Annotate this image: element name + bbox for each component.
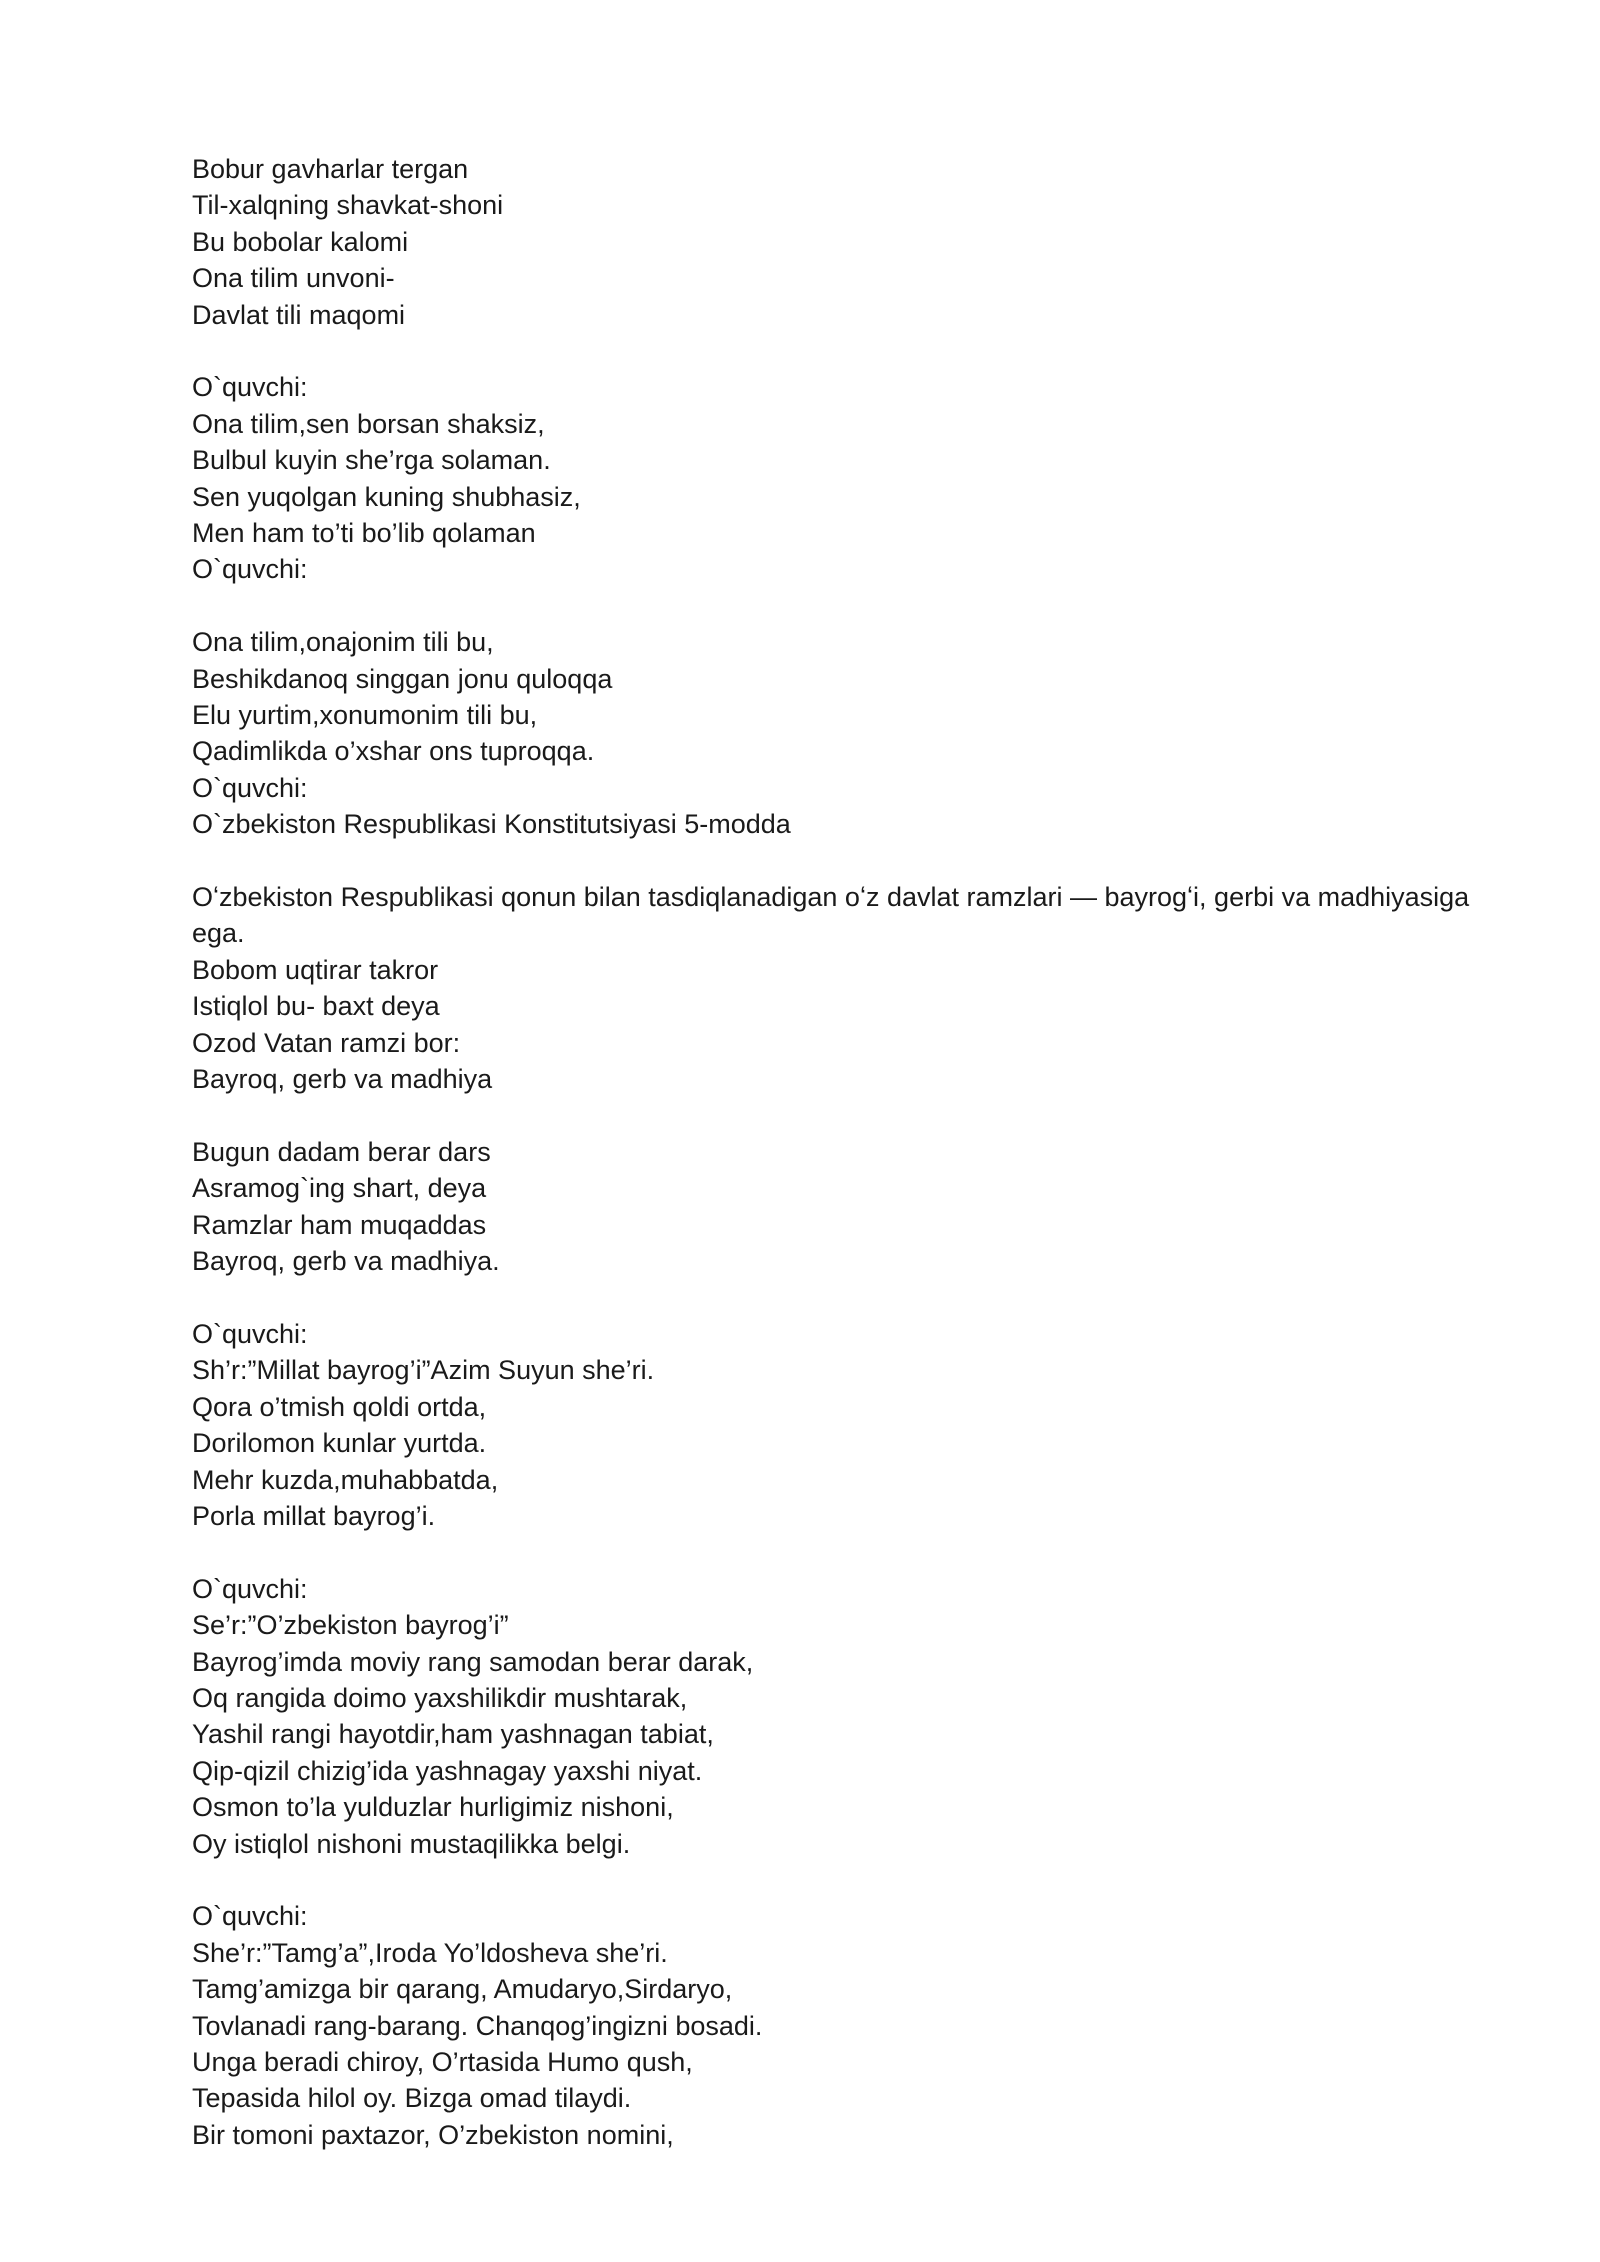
text-line: Beshikdanoq singgan jonu quloqqa	[192, 663, 613, 694]
text-line: Men ham to’ti bo’lib qolaman	[192, 518, 536, 549]
speaker-label: O`quvchi:	[192, 554, 308, 585]
text-line: Ozod Vatan ramzi bor:	[192, 1027, 461, 1058]
text-line: Asramog`ing shart, deya	[192, 1173, 487, 1204]
blank-line	[192, 1862, 1482, 1898]
blank-line	[192, 1098, 1482, 1134]
text-line: Yashil rangi hayotdir,ham yashnagan tabiat,	[192, 1719, 714, 1750]
document-page	[192, 151, 1482, 2153]
text-line: Oy istiqlol nishoni mustaqilikka belgi.	[192, 1828, 631, 1859]
text-line: Porla millat bayrog’i.	[192, 1500, 436, 1531]
text-line: Osmon to’la yulduzlar hurligimiz nishoni,	[192, 1792, 674, 1823]
text-line: Bir tomoni paxtazor, O’zbekiston nomini,	[192, 2119, 674, 2150]
text-line: She’r:”Tamg’a”,Iroda Yo’ldosheva she’ri.	[192, 1937, 668, 1968]
paragraph: Oʻzbekiston Respublikasi qonun bilan tasdiqlanadigan oʻz davlat ramzlari — bayrogʻi, gerbi va madhiyasiga ega.	[192, 882, 1477, 949]
text-line: Tepasida hilol oy. Bizga omad tilaydi.	[192, 2083, 632, 2114]
speaker-label: O`quvchi:	[192, 1901, 308, 1932]
text-line: Ramzlar ham muqaddas	[192, 1209, 487, 1240]
text-line: Mehr kuzda,muhabbatda,	[192, 1464, 499, 1495]
text-line: Qip-qizil chizig’ida yashnagay yaxshi niyat.	[192, 1755, 703, 1786]
text-line: Ona tilim,sen borsan shaksiz,	[192, 408, 545, 439]
text-line: Istiqlol bu- baxt deya	[192, 991, 440, 1022]
text-line: Ona tilim unvoni-	[192, 263, 395, 294]
text-line: Bayrog’imda moviy rang samodan berar darak,	[192, 1646, 754, 1677]
text-line: Qora o’tmish qoldi ortda,	[192, 1391, 487, 1422]
text-line: Bayroq, gerb va madhiya.	[192, 1246, 500, 1277]
text-line: Sh’r:”Millat bayrog’i”Azim Suyun she’ri.	[192, 1355, 655, 1386]
blank-line	[192, 1280, 1482, 1316]
speaker-label: O`quvchi:	[192, 772, 308, 803]
speaker-label: O`quvchi:	[192, 1573, 308, 1604]
text-line: Davlat tili maqomi	[192, 299, 406, 330]
blank-line	[192, 333, 1482, 369]
text-line: Elu yurtim,xonumonim tili bu,	[192, 700, 538, 731]
text-line: Oq rangida doimo yaxshilikdir mushtarak,	[192, 1682, 688, 1713]
text-line: Unga beradi chiroy, O’rtasida Humo qush,	[192, 2047, 693, 2078]
blank-line	[192, 1534, 1482, 1570]
text-line: Bu bobolar kalomi	[192, 226, 409, 257]
speaker-label: O`quvchi:	[192, 1318, 308, 1349]
text-line: Til-xalqning shavkat-shoni	[192, 190, 504, 221]
text-line: Tamg’amizga bir qarang, Amudaryo,Sirdaryo,	[192, 1974, 733, 2005]
text-line: Bugun dadam berar dars	[192, 1136, 491, 1167]
text-line: Tovlanadi rang-barang. Chanqog’ingizni bosadi.	[192, 2010, 763, 2041]
blank-line	[192, 588, 1482, 624]
text-line: Se’r:”O’zbekiston bayrog’i”	[192, 1610, 509, 1641]
text-line: Bulbul kuyin she’rga solaman.	[192, 445, 551, 476]
text-line: Ona tilim,onajonim tili bu,	[192, 627, 494, 658]
text-line: Qadimlikda o’xshar ons tuproqqa.	[192, 736, 595, 767]
text-line: Dorilomon kunlar yurtda.	[192, 1428, 487, 1459]
speaker-label: O`quvchi:	[192, 372, 308, 403]
text-line: Bobom uqtirar takror	[192, 954, 439, 985]
text-line: O`zbekiston Respublikasi Konstitutsiyasi 5-modda	[192, 809, 791, 840]
blank-line	[192, 843, 1482, 879]
text-line: Bobur gavharlar tergan	[192, 154, 469, 184]
text-line: Bayroq, gerb va madhiya	[192, 1064, 493, 1095]
text-line: Sen yuqolgan kuning shubhasiz,	[192, 481, 581, 512]
